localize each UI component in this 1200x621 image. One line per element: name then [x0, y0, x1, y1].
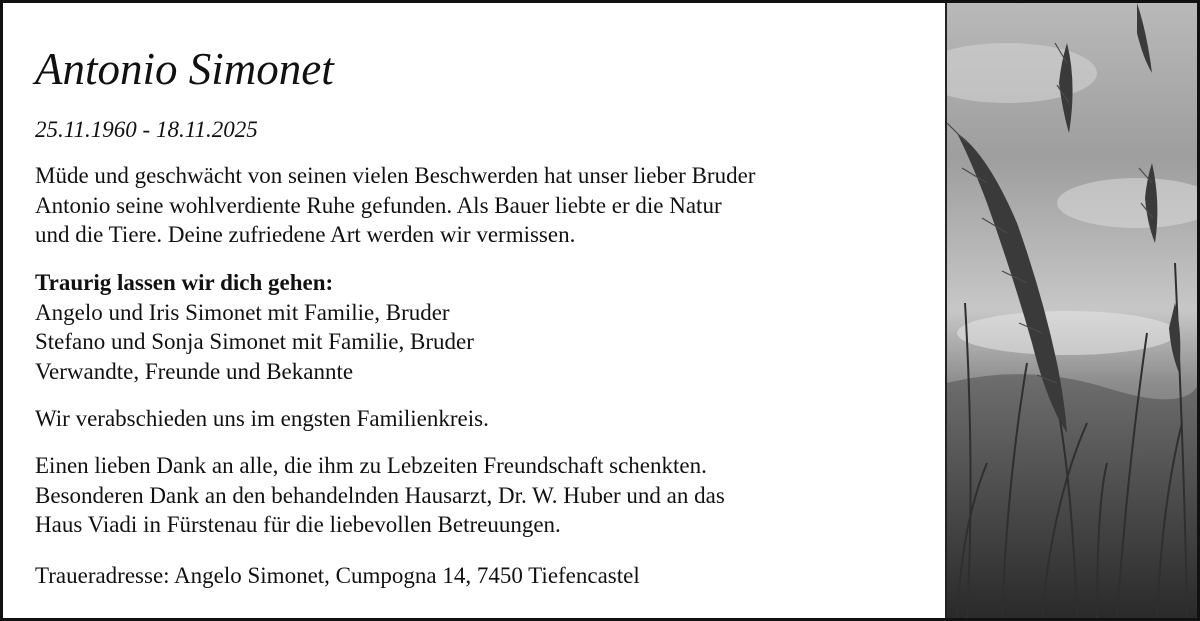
intro-line: und die Tiere. Deine zufriedene Art werden wir vermissen. [35, 222, 576, 247]
mourner-line: Stefano und Sonja Simonet mit Familie, Bruder [35, 329, 474, 354]
address-line: Traueradresse: Angelo Simonet, Cumpogna 14, 7450 Tiefencastel [35, 563, 640, 588]
intro-line: Müde und geschwächt von seinen vielen Beschwerden hat unser lieber Bruder [35, 163, 756, 188]
life-dates: 25.11.1960 - 18.11.2025 [35, 117, 258, 142]
wheat-field-photo [945, 3, 1197, 618]
mourner-line: Angelo und Iris Simonet mit Familie, Bruder [35, 299, 450, 325]
intro-line: Antonio seine wohlverdiente Ruhe gefunden. Als Bauer liebte er die Natur [35, 192, 722, 218]
thanks-line: Besonderen Dank an den behandelnden Hausarzt, Dr. W. Huber und an das [35, 482, 725, 508]
thanks-paragraph [35, 451, 725, 540]
mourners-block [35, 268, 474, 386]
mourners-heading: Traurig lassen wir dich gehen: [35, 270, 334, 295]
intro-paragraph [35, 161, 755, 250]
notice-text-column [3, 3, 948, 618]
deceased-name: Antonio Simonet [35, 44, 334, 94]
thanks-line: Einen lieben Dank an alle, die ihm zu Lebzeiten Freundschaft schenkten. [35, 453, 707, 478]
mourner-line: Verwandte, Freunde und Bekannte [35, 358, 354, 384]
farewell-line: Wir verabschieden uns im engsten Familienkreis. [35, 406, 489, 431]
wheat-field-image [947, 3, 1197, 618]
thanks-line: Haus Viadi in Fürstenau für die liebevollen Betreuungen. [35, 512, 561, 537]
farewell-paragraph [35, 404, 489, 434]
mourning-address [35, 561, 640, 591]
